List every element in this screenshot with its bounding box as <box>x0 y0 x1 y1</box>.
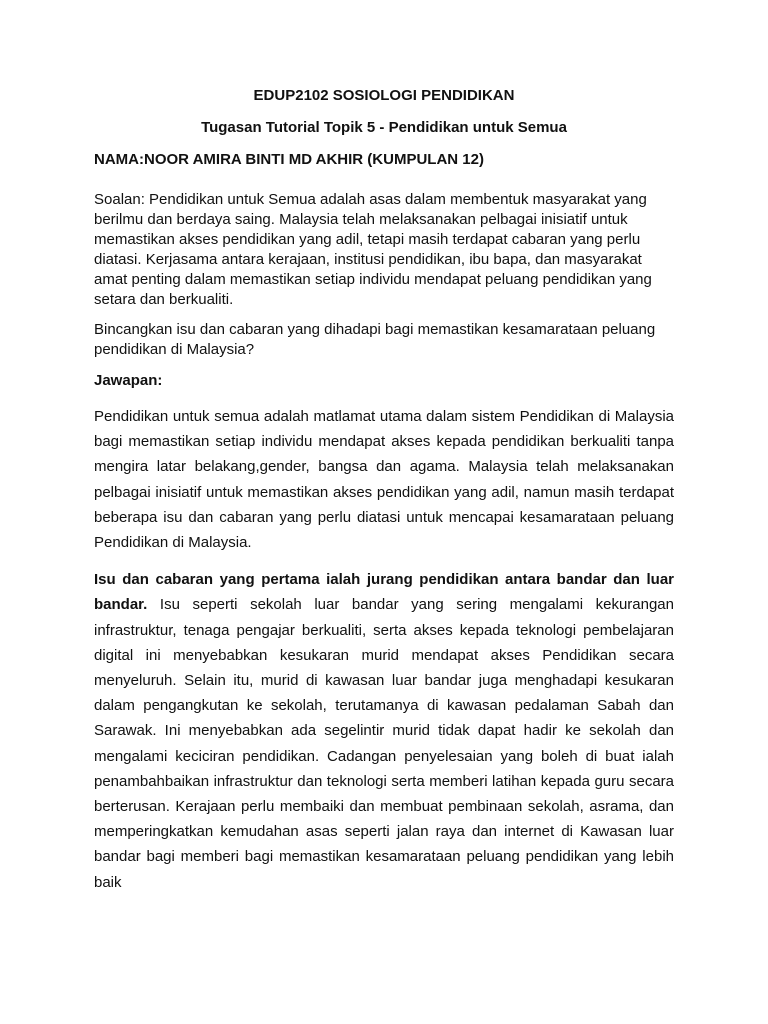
answer-heading: Jawapan: <box>94 372 163 389</box>
student-name: NAMA:NOOR AMIRA BINTI MD AKHIR (KUMPULAN 12) <box>94 151 484 168</box>
question-paragraph-1: Soalan: Pendidikan untuk Semua adalah asas dalam membentuk masyarakat yang berilmu dan berdaya saing. Malaysia telah melaksanakan pelbagai inisiatif untuk memastikan akses pendidikan yang adil, tetapi masih terdapat cabaran yang perlu diatasi. Kerjasama antara kerajaan, institusi pendidikan, ibu bapa, dan masyarakat amat penting dalam memastikan setiap individu mendapat peluang pendidikan yang setara dan berkualiti. <box>94 191 652 308</box>
answer-paragraph-2-body: Isu seperti sekolah luar bandar yang sering mengalami kekurangan infrastruktur, tenaga pengajar berkualiti, serta akses kepada teknologi pembelajaran digital ini menyebabkan kesukaran murid mendapat akses Pendidikan secara menyeluruh. Selain itu, murid di kawasan luar bandar juga menghadapi kesukaran dalam pengangkutan ke sekolah, terutamanya di kawasan pedalaman Sabah dan Sarawak. Ini menyebabkan ada segelintir murid tidak dapat hadir ke sekolah dan mengalami keciciran pendidikan. Cadangan penyelesaian yang boleh di buat ialah penambahbaikan infrastruktur dan teknologi serta memberi latihan kepada guru secara berterusan. Kerajaan perlu membaiki dan membuat pembinaan sekolah, asrama, dan memperingkatkan kemudahan asas seperti jalan raya dan internet di Kawasan luar bandar bagi memberi bagi memastikan kesamarataan peluang pendidikan yang lebih baik <box>94 596 674 891</box>
question-paragraph-2: Bincangkan isu dan cabaran yang dihadapi bagi memastikan kesamarataan peluang pendidikan di Malaysia? <box>94 321 656 358</box>
answer-paragraph-2 <box>94 567 674 895</box>
answer-paragraph-1: Pendidikan untuk semua adalah matlamat utama dalam sistem Pendidikan di Malaysia bagi memastikan setiap individu mendapat akses kepada pendidikan berkualiti tanpa mengira latar belakang,gender, bangsa dan agama. Malaysia telah melaksanakan pelbagai inisiatif untuk memastikan akses pendidikan yang adil, namun masih terdapat beberapa isu dan cabaran yang perlu diatasi untuk mencapai kesamarataan peluang Pendidikan di Malaysia. <box>94 408 674 552</box>
document-title: EDUP2102 SOSIOLOGI PENDIDIKAN <box>253 87 515 104</box>
document-subtitle: Tugasan Tutorial Topik 5 - Pendidikan untuk Semua <box>201 119 567 136</box>
answer-paragraph-2-lead: Isu dan cabaran yang pertama ialah jurang pendidikan antara bandar dan luar bandar. <box>94 571 674 614</box>
